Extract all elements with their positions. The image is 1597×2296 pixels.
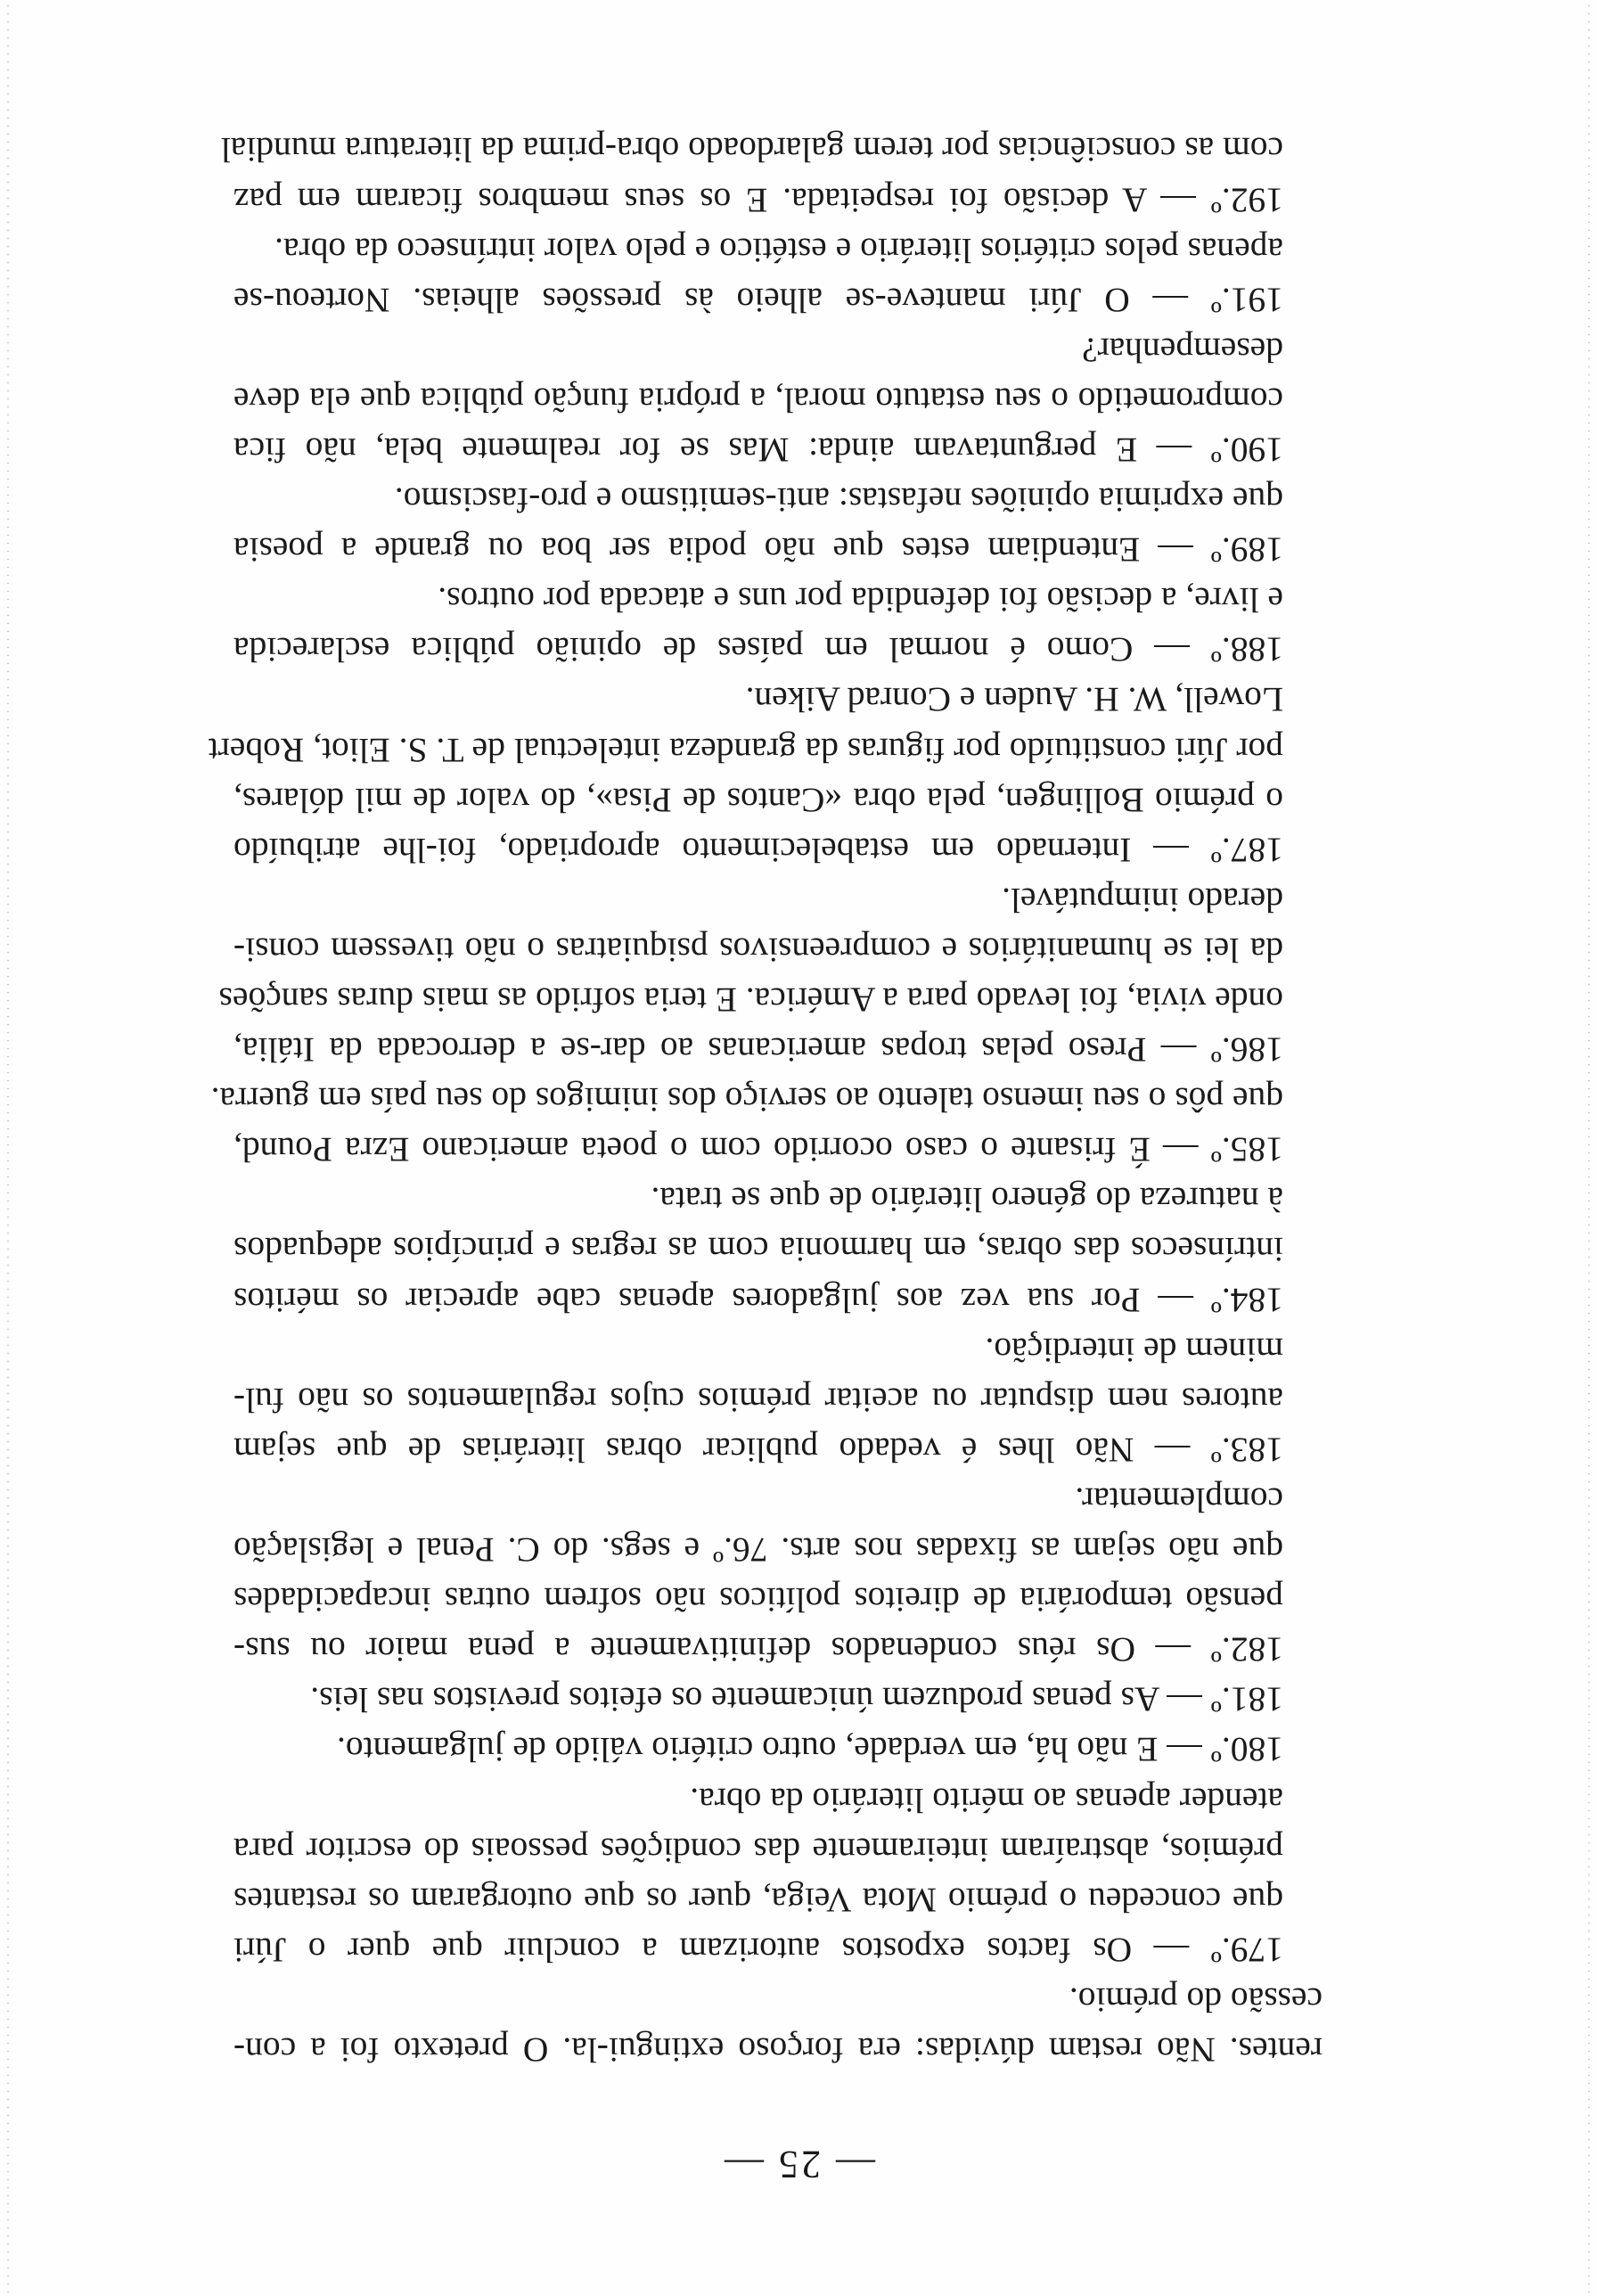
text-line: prémios, abstraíram inteiramente das condições pessoais do escritor para [233,1830,1283,1870]
paragraph [210,1075,1323,1175]
paragraph [233,1725,1323,1775]
paragraph [233,1325,1323,1475]
text-line: Lowell, W. H. Auden e Conrad Aiken. [745,680,1283,720]
text-line: 188.º — Como é normal em países de opinião pública esclarecida [233,630,1283,670]
paragraph [233,1675,1323,1725]
text-line: 191.º — O Júri manteve-se alheio às pressões alheias. Norteou-se [233,280,1283,320]
text-line: desempenhar? [1082,330,1283,370]
text-line: 179.º — Os factos expostos autorizam a concluir que quer o Júri [233,1930,1283,1970]
paragraph [233,226,1323,325]
paragraph [218,875,1323,1075]
text-line: intrínsecos das obras, em harmonia com as regras e princípios adequados [233,1230,1283,1270]
text-line: à natureza do género literário de que se trata. [651,1180,1283,1220]
text-line: onde vivia, foi levado para a América. E teria sofrido as mais duras sanções [218,980,1283,1021]
paragraph [233,325,1323,475]
text-line: 181.º — As penas produzem únicamente os efeitos previstos nas leis. [310,1680,1283,1720]
body-text [208,125,1323,2075]
text-line: 184.º — Por sua vez aos julgadores apenas cabe apreciar os méritos [233,1280,1283,1320]
text-line: autores nem disputar ou aceitar prémios cujos regulamentos os não ful- [233,1380,1283,1420]
text-line: por Júri constituído por figuras da grandeza intelectual de T. S. Eliot, Robert [208,730,1283,770]
paragraph [233,1975,1323,2075]
text-line: 187.º — Internado em estabelecimento apropriado, foi-lhe atribuído [233,830,1283,870]
paragraph [208,675,1323,874]
text-line: apenas pelos critérios literário e estético e pelo valor intrínseco da obra. [274,230,1283,270]
text-line: complementar. [1075,1480,1283,1520]
text-line: 189.º — Entendiam estes que não podia ser boa ou grande a poesia [233,530,1283,570]
paragraph [233,475,1323,575]
text-line: que não sejam as fixadas nos arts. 76.º e segs. do C. Penal e legislação [233,1530,1283,1570]
text-line: que exprimia opiniões nefastas: anti-semitismo e pro-fascismo. [394,480,1283,521]
scan-edge-marks [7,0,9,2296]
paragraph [220,125,1323,225]
text-line: 186.º — Preso pelas tropas americanas ao dar-se a derrocada da Itália, [233,1030,1283,1070]
text-line: 182.º — Os réus condenados definitivamente a pena maior ou sus- [233,1630,1283,1670]
text-line: que pôs o seu imenso talento ao serviço dos inimigos do seu país em guerra. [210,1080,1283,1120]
text-line: comprometido o seu estatuto moral, a própria função pública que ela deve [233,380,1283,420]
paragraph [233,1175,1323,1324]
text-line: rentes. Não restam dúvidas: era forçoso extingui-la. O pretexto foi a con- [233,2030,1323,2070]
scan-edge-marks [1588,0,1590,2296]
text-line: 180.º — E não há, em verdade, outro critério válido de julgamento. [337,1730,1283,1770]
text-line: cessão do prémio. [1069,1980,1323,2020]
paragraph [233,575,1323,675]
text-line: que concedeu o prémio Mota Veiga, quer os que outorgaram os restantes [233,1880,1283,1920]
text-line: derado inimputável. [1002,880,1283,920]
text-line: pensão temporária de direitos políticos não sofrem outras incapacidades [233,1580,1283,1620]
text-line: 183.º — Não lhes é vedado publicar obras literárias de que sejam [233,1430,1283,1470]
text-line: 185.º — É frisante o caso ocorrido com o poeta americano Ezra Pound, [233,1130,1283,1170]
paragraph [233,1475,1323,1675]
text-line: atender apenas ao mérito literário da obra. [690,1780,1283,1820]
text-line: 192.º — A decisão foi respeitada. E os seus membros ficaram em paz [233,180,1283,220]
text-line: e livre, a decisão foi defendida por uns e atacada por outros. [438,580,1283,620]
text-line: com as consciências por terem galardoado obra-prima da literatura mundial [220,130,1283,170]
text-line: da lei se humanitários e compreensivos psiquiatras o não tivessem consi- [233,930,1283,970]
text-line: o prémio Bollingen, pela obra «Cantos de Pisa», do valor de mil dólares, [233,780,1283,820]
paragraph [233,1775,1323,1974]
text-line: minem de interdição. [985,1330,1283,1370]
text-line: 190.º — E perguntavam ainda: Mas se for realmente bela, não fica [233,430,1283,470]
page-number: — 25 — [722,2143,875,2186]
